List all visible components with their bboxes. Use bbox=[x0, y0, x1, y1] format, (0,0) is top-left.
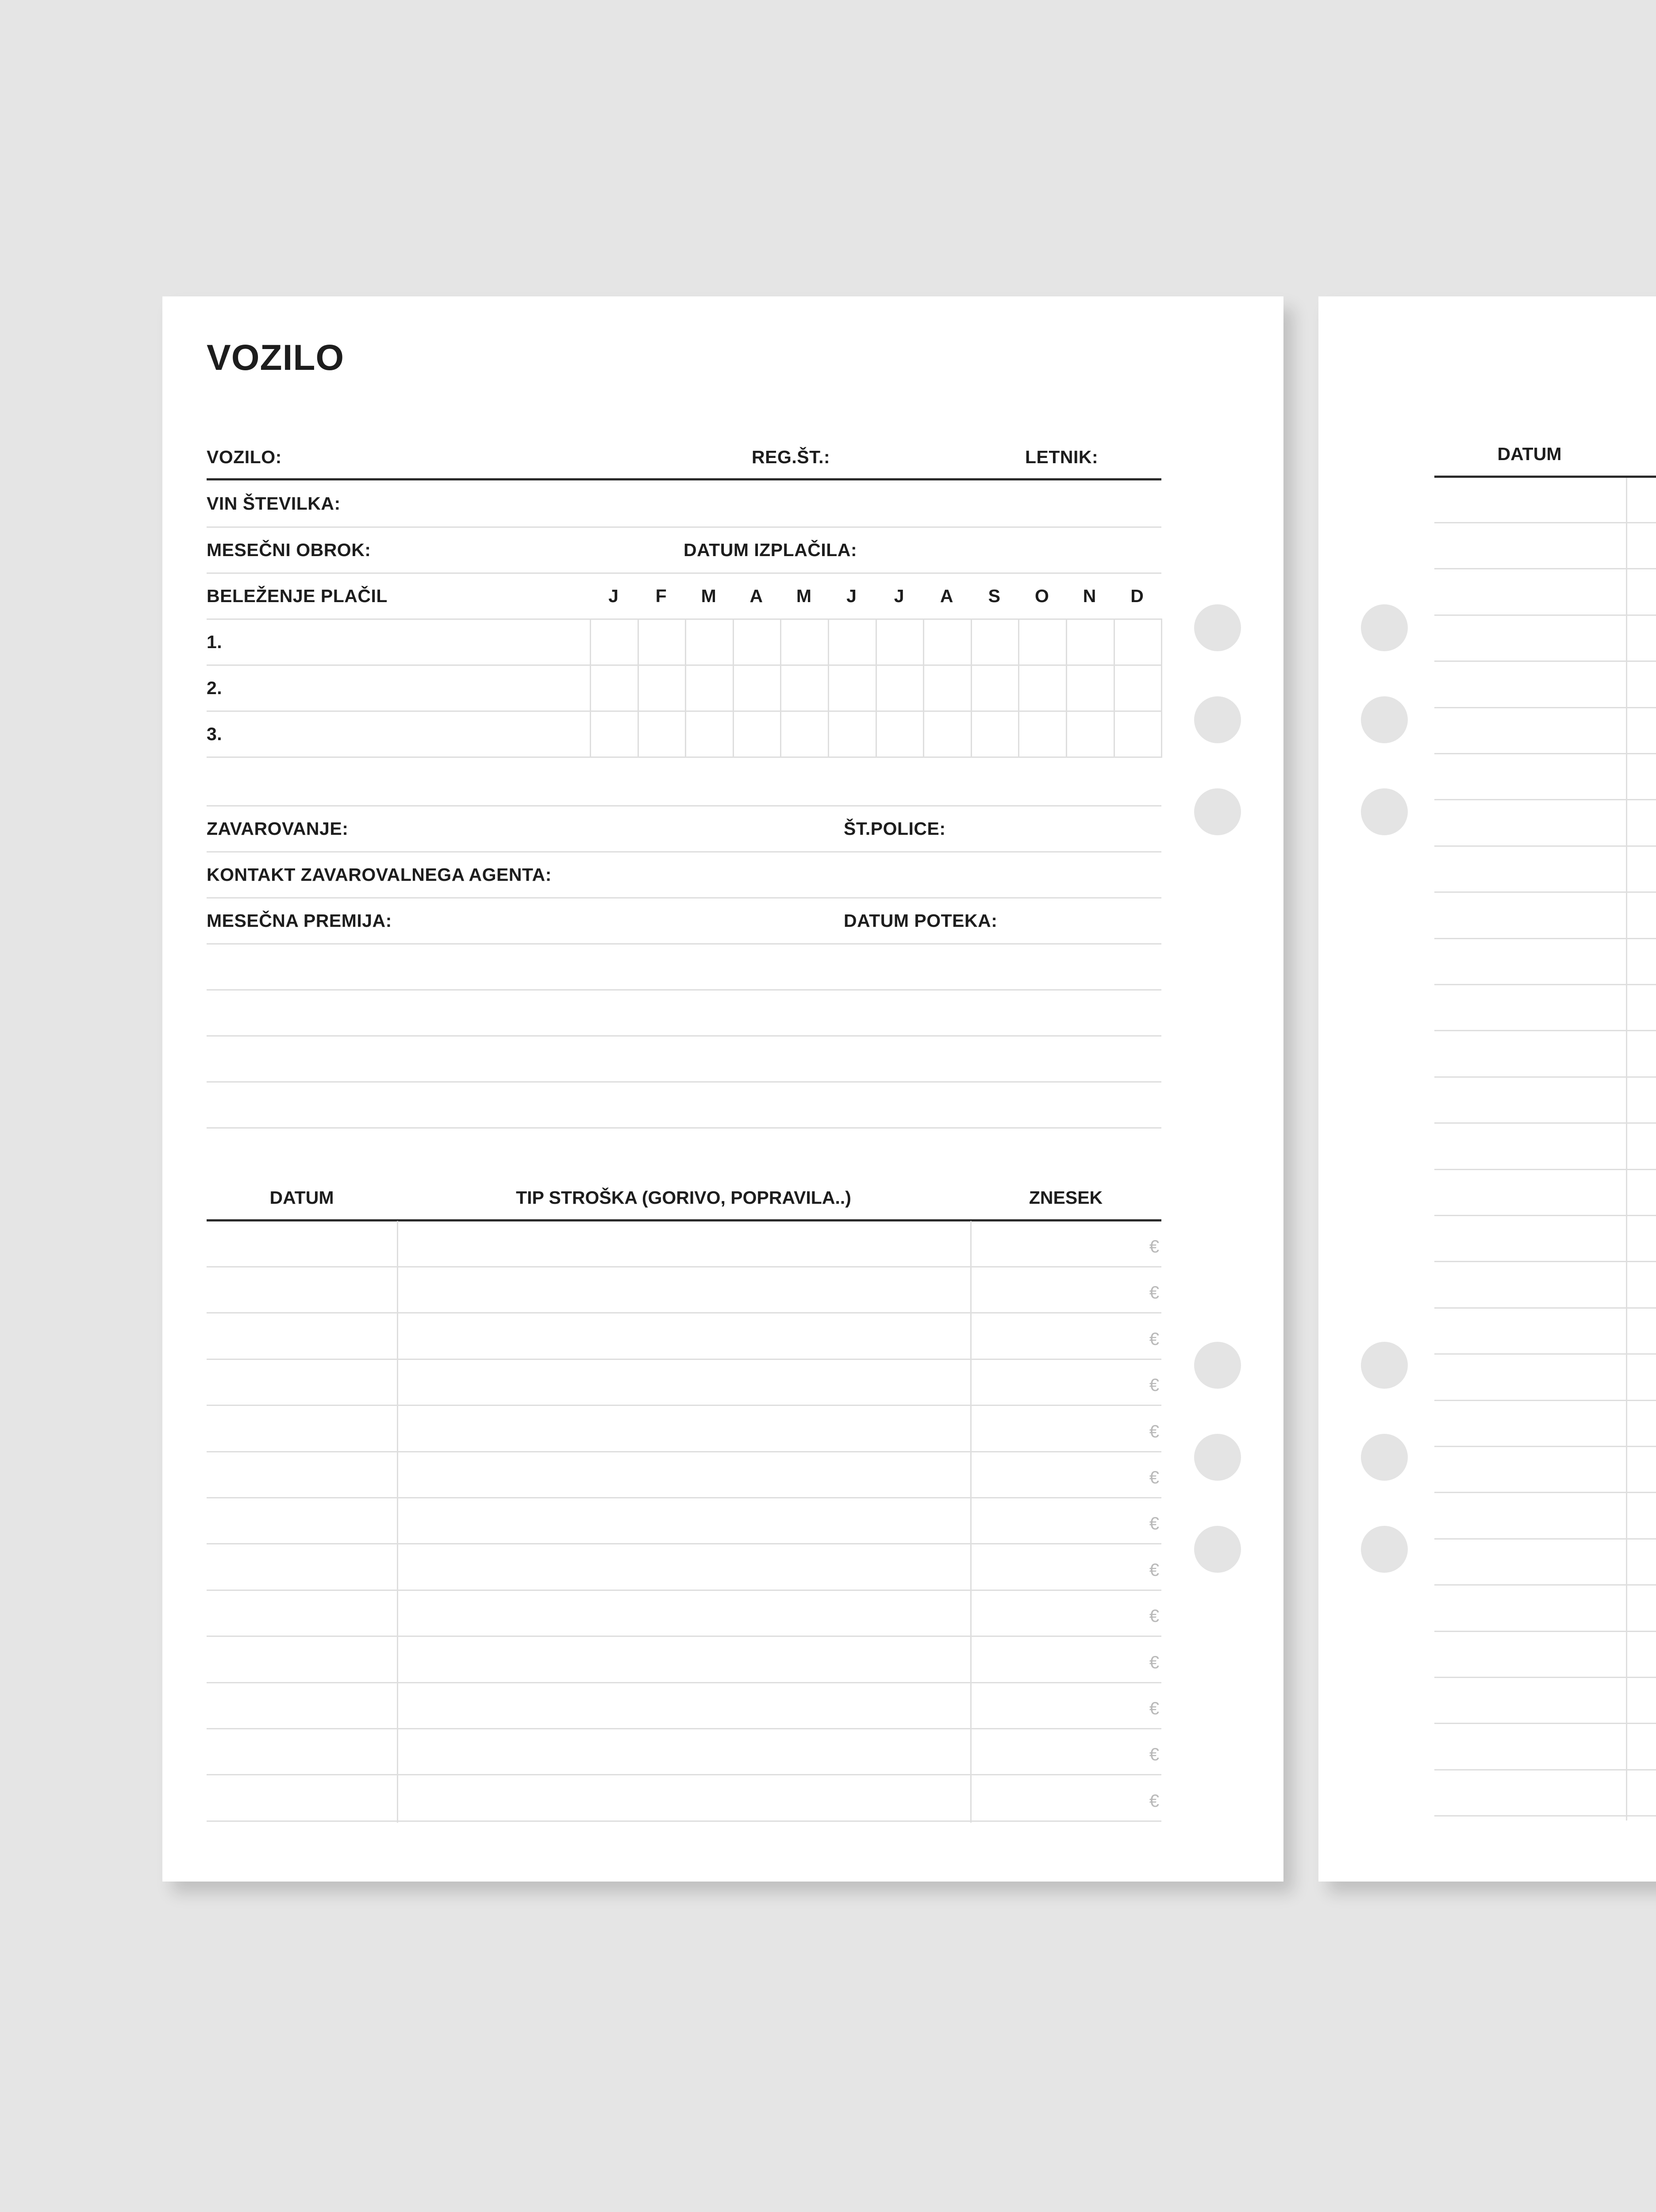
table-row-line bbox=[1434, 1584, 1656, 1586]
divider bbox=[207, 526, 1161, 528]
table-row-line bbox=[1434, 1169, 1656, 1170]
planner-page-vehicle bbox=[162, 296, 1283, 1882]
notes-line bbox=[207, 1127, 1161, 1129]
payment-checkbox[interactable] bbox=[733, 618, 782, 666]
table-row-line bbox=[1434, 1723, 1656, 1724]
table-row-line bbox=[1434, 1400, 1656, 1401]
binder-hole bbox=[1361, 604, 1408, 651]
binder-hole bbox=[1194, 1526, 1241, 1573]
payment-checkbox[interactable] bbox=[971, 710, 1020, 758]
payment-checkbox[interactable] bbox=[876, 618, 925, 666]
payment-checkbox[interactable] bbox=[1066, 664, 1115, 712]
table-row-line bbox=[1434, 1538, 1656, 1540]
month-header: J bbox=[846, 586, 857, 606]
table-row-line bbox=[207, 1359, 1161, 1360]
payout-date-label: DATUM IZPLAČILA: bbox=[684, 540, 857, 560]
divider bbox=[207, 572, 1161, 574]
binder-hole bbox=[1361, 788, 1408, 835]
payment-checkbox[interactable] bbox=[1018, 710, 1067, 758]
divider bbox=[207, 851, 1161, 853]
table-row-line bbox=[207, 1451, 1161, 1452]
table-row-line bbox=[1434, 938, 1656, 939]
table-row-line bbox=[1434, 753, 1656, 754]
binder-hole bbox=[1361, 696, 1408, 743]
binder-hole bbox=[1194, 696, 1241, 743]
month-header: J bbox=[894, 586, 904, 606]
month-header: A bbox=[940, 586, 953, 606]
binder-hole bbox=[1361, 1526, 1408, 1573]
table-row-line bbox=[1434, 1261, 1656, 1262]
expiry-date-label: DATUM POTEKA: bbox=[844, 910, 998, 931]
table-row-line bbox=[207, 1774, 1161, 1775]
payment-row-label: 1. bbox=[207, 632, 223, 652]
payment-row-label: 3. bbox=[207, 724, 223, 744]
payment-checkbox[interactable] bbox=[1066, 618, 1115, 666]
binder-hole bbox=[1194, 604, 1241, 651]
column-divider bbox=[1626, 478, 1627, 1820]
payment-checkbox[interactable] bbox=[685, 664, 734, 712]
payment-checkbox[interactable] bbox=[1018, 618, 1067, 666]
payment-checkbox[interactable] bbox=[828, 710, 877, 758]
table-row-line bbox=[207, 1312, 1161, 1313]
currency-symbol: € bbox=[1149, 1745, 1159, 1765]
payment-checkbox[interactable] bbox=[828, 664, 877, 712]
currency-symbol: € bbox=[1149, 1560, 1159, 1580]
vehicle-label: VOZILO: bbox=[207, 447, 282, 467]
table-row-line bbox=[1434, 1030, 1656, 1031]
table-row-line bbox=[207, 1820, 1161, 1822]
divider bbox=[207, 897, 1161, 899]
table-row-line bbox=[207, 1590, 1161, 1591]
payment-checkbox[interactable] bbox=[780, 664, 829, 712]
payment-log-label: BELEŽENJE PLAČIL bbox=[207, 586, 388, 606]
payment-checkbox[interactable] bbox=[733, 664, 782, 712]
table-row-line bbox=[207, 1636, 1161, 1637]
monthly-premium-label: MESEČNA PREMIJA: bbox=[207, 910, 392, 931]
currency-symbol: € bbox=[1149, 1421, 1159, 1441]
currency-symbol: € bbox=[1149, 1468, 1159, 1487]
table-row-line bbox=[1434, 1446, 1656, 1447]
table-row-line bbox=[1434, 1677, 1656, 1678]
currency-symbol: € bbox=[1149, 1237, 1159, 1256]
table-header-divider bbox=[207, 1219, 1161, 1221]
currency-symbol: € bbox=[1149, 1375, 1159, 1395]
currency-symbol: € bbox=[1149, 1699, 1159, 1718]
table-row-line bbox=[207, 1682, 1161, 1683]
payment-checkbox[interactable] bbox=[971, 664, 1020, 712]
month-header: O bbox=[1034, 586, 1049, 606]
payment-checkbox[interactable] bbox=[971, 618, 1020, 666]
month-header: S bbox=[988, 586, 1000, 606]
payment-checkbox[interactable] bbox=[685, 710, 734, 758]
payment-checkbox[interactable] bbox=[590, 664, 639, 712]
table-header-divider bbox=[1434, 476, 1656, 478]
table-row-line bbox=[1434, 799, 1656, 800]
binder-hole bbox=[1361, 1342, 1408, 1389]
payment-checkbox[interactable] bbox=[590, 618, 639, 666]
month-header: J bbox=[608, 586, 619, 606]
payment-checkbox[interactable] bbox=[923, 664, 972, 712]
binder-hole bbox=[1194, 1342, 1241, 1389]
currency-symbol: € bbox=[1149, 1606, 1159, 1626]
table-row-line bbox=[207, 1543, 1161, 1544]
month-header: D bbox=[1130, 586, 1144, 606]
table-row-line bbox=[1434, 1631, 1656, 1632]
currency-symbol: € bbox=[1149, 1514, 1159, 1534]
currency-symbol: € bbox=[1149, 1329, 1159, 1349]
payment-checkbox[interactable] bbox=[733, 710, 782, 758]
month-header: N bbox=[1083, 586, 1096, 606]
month-header: M bbox=[796, 586, 811, 606]
payment-checkbox[interactable] bbox=[923, 618, 972, 666]
table-row-line bbox=[1434, 1815, 1656, 1816]
payment-checkbox[interactable] bbox=[1114, 664, 1163, 712]
month-header: M bbox=[701, 586, 716, 606]
insurance-label: ZAVAROVANJE: bbox=[207, 818, 349, 839]
column-divider bbox=[970, 1221, 972, 1823]
page-title: VOZILO bbox=[207, 338, 345, 378]
currency-symbol: € bbox=[1149, 1652, 1159, 1672]
agent-contact-label: KONTAKT ZAVAROVALNEGA AGENTA: bbox=[207, 864, 552, 885]
payment-checkbox[interactable] bbox=[876, 710, 925, 758]
currency-symbol: € bbox=[1149, 1283, 1159, 1303]
month-header: A bbox=[749, 586, 763, 606]
payment-checkbox[interactable] bbox=[1114, 618, 1163, 666]
policy-number-label: ŠT.POLICE: bbox=[844, 818, 946, 839]
table-row-line bbox=[1434, 661, 1656, 662]
payment-checkbox[interactable] bbox=[638, 618, 687, 666]
notes-line bbox=[207, 1035, 1161, 1037]
table-row-line bbox=[1434, 1769, 1656, 1770]
date-column-header: DATUM bbox=[1497, 444, 1562, 464]
amount-column-header: ZNESEK bbox=[1029, 1187, 1103, 1208]
binder-hole bbox=[1194, 788, 1241, 835]
binder-hole bbox=[1194, 1434, 1241, 1481]
table-row-line bbox=[1434, 1353, 1656, 1355]
payment-checkbox[interactable] bbox=[780, 618, 829, 666]
divider bbox=[207, 805, 1161, 806]
table-row-line bbox=[1434, 1307, 1656, 1309]
planner-page-next bbox=[1318, 296, 1656, 1882]
header-divider bbox=[207, 478, 1161, 480]
table-row-line bbox=[1434, 1122, 1656, 1124]
table-row-line bbox=[1434, 1215, 1656, 1216]
binder-hole bbox=[1361, 1434, 1408, 1481]
divider bbox=[207, 943, 1161, 945]
table-row-line bbox=[1434, 984, 1656, 985]
payment-checkbox[interactable] bbox=[590, 710, 639, 758]
payment-checkbox[interactable] bbox=[685, 618, 734, 666]
table-row-line bbox=[1434, 522, 1656, 523]
table-row-line bbox=[1434, 1076, 1656, 1078]
table-row-line bbox=[207, 1728, 1161, 1729]
payment-checkbox[interactable] bbox=[1066, 710, 1115, 758]
monthly-installment-label: MESEČNI OBROK: bbox=[207, 540, 371, 560]
table-row-line bbox=[1434, 568, 1656, 569]
table-row-line bbox=[1434, 707, 1656, 708]
year-label: LETNIK: bbox=[1025, 447, 1099, 467]
table-row-line bbox=[207, 1266, 1161, 1267]
notes-line bbox=[207, 989, 1161, 991]
table-row-line bbox=[207, 1497, 1161, 1498]
vin-label: VIN ŠTEVILKA: bbox=[207, 493, 341, 514]
registration-label: REG.ŠT.: bbox=[752, 447, 830, 467]
payment-checkbox[interactable] bbox=[780, 710, 829, 758]
currency-symbol: € bbox=[1149, 1791, 1159, 1811]
date-column-header: DATUM bbox=[269, 1187, 334, 1208]
payment-checkbox[interactable] bbox=[1018, 664, 1067, 712]
payment-checkbox[interactable] bbox=[828, 618, 877, 666]
notes-line bbox=[207, 1081, 1161, 1083]
table-row-line bbox=[207, 1405, 1161, 1406]
column-divider bbox=[397, 1221, 398, 1823]
payment-checkbox[interactable] bbox=[1114, 710, 1163, 758]
payment-checkbox[interactable] bbox=[876, 664, 925, 712]
payment-checkbox[interactable] bbox=[923, 710, 972, 758]
payment-checkbox[interactable] bbox=[638, 664, 687, 712]
table-row-line bbox=[1434, 614, 1656, 616]
table-row-line bbox=[1434, 891, 1656, 893]
table-row-line bbox=[1434, 845, 1656, 847]
payment-row-label: 2. bbox=[207, 678, 223, 698]
month-header: F bbox=[655, 586, 667, 606]
table-row-line bbox=[1434, 1492, 1656, 1493]
payment-checkbox[interactable] bbox=[638, 710, 687, 758]
expense-type-column-header: TIP STROŠKA (GORIVO, POPRAVILA..) bbox=[516, 1187, 851, 1208]
